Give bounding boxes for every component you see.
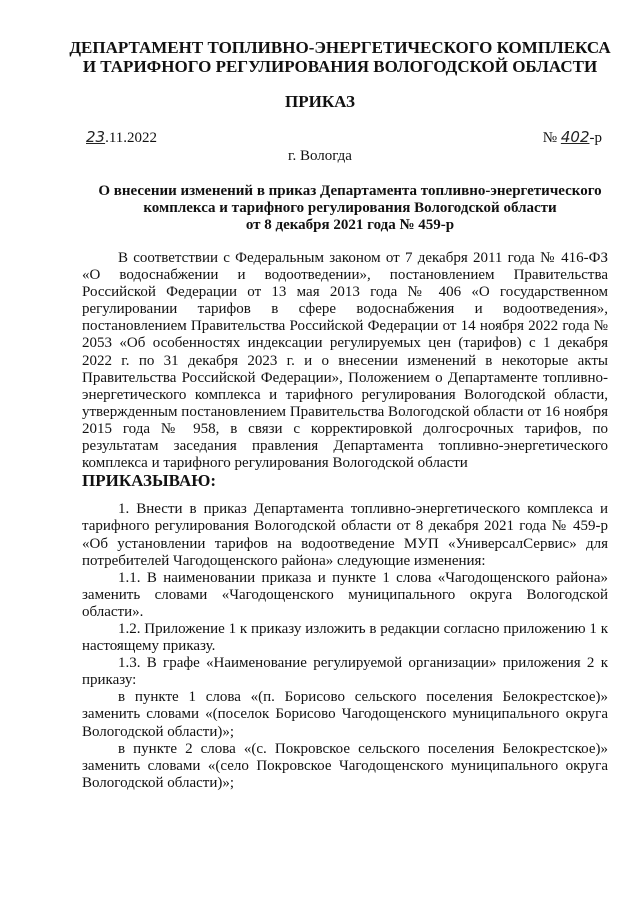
subject-line-3: от 8 декабря 2021 года № 459-р (245, 217, 455, 233)
item-1: 1. Внести в приказ Департамента топливно-энергетического комплекса и тарифного регулирования Вологодской области от 8 декабря 2021 года № 459-р «Об установлении тарифов на водоотведение МУП «УниверсалСервис» для потребителей Чагодощенского района» следующие изменения: (82, 501, 608, 569)
item-1-1: 1.1. В наименовании приказа и пункте 1 слова «Чагодощенского района» заменить словами «Чагодощенского муниципального округа Вологодской области». (82, 569, 608, 620)
number-suffix: -р (589, 130, 602, 146)
preamble-paragraph: В соответствии с Федеральным законом от 7 декабря 2011 года № 416-ФЗ «О водоснабжении и водоотведении», постановлением Правительства Российской Федерации от 13 мая 2013 года № 406 «О государственном регулировании тарифов в сфере водоснабжения и водоотведения», постановлением Правительства Российской Федерации от 14 ноября 2022 года № 2053 «Об особенностях индексации регулируемых цен (тарифов) с 1 декабря 2022 г. по 31 декабря 2023 г. и о внесении изменений в некоторые акты Правительства Российской Федерации», Положением о Департаменте топливно-энергетического комплекса и тарифного регулирования Вологодской области, утвержденным постановлением Правительства Вологодской области от 16 ноября 2015 года № 958, в связи с корректировкой долгосрочных тарифов, по результатам заседания правления Департамента топливно-энергетического комплекса и тарифного регулирования Вологодской области (82, 250, 608, 472)
item-1-2: 1.2. Приложение 1 к приказу изложить в редакции согласно приложению 1 к настоящему приказу. (82, 620, 608, 655)
order-date (86, 128, 157, 147)
date-day-handwritten: 23 (86, 128, 106, 146)
item-1-3-b: в пункте 2 слова «(с. Покровское сельского поселения Белокрестское)» заменить словами «(село Покровское Чагодощенского муниципального округа Вологодской области)»; (82, 740, 608, 791)
date-month-year: .11.2022 (105, 130, 158, 146)
department-line-1: ДЕПАРТАМЕНТ ТОПЛИВНО-ЭНЕРГЕТИЧЕСКОГО КОМПЛЕКСА (69, 38, 611, 57)
item-1-3-a: в пункте 1 слова «(п. Борисово сельского поселения Белокрестское)» заменить словами «(поселок Борисово Чагодощенского муниципального округа Вологодской области)»; (82, 689, 608, 740)
department-name (60, 38, 620, 76)
order-word: ПРИКАЗЫВАЮ: (82, 471, 217, 491)
subject-line-1: О внесении изменений в приказ Департамента топливно-энергетического (98, 183, 602, 199)
number-handwritten: 402 (560, 128, 590, 146)
order-body (82, 250, 608, 792)
subject-line-2: комплекса и тарифного регулирования Вологодской области (143, 200, 557, 216)
order-number (543, 128, 602, 147)
document-type: ПРИКАЗ (285, 92, 355, 111)
number-sign: № (542, 130, 558, 146)
department-line-2: И ТАРИФНОГО РЕГУЛИРОВАНИЯ ВОЛОГОДСКОЙ ОБЛАСТИ (82, 57, 598, 76)
city: г. Вологда (288, 148, 352, 164)
item-1-3: 1.3. В графе «Наименование регулируемой организации» приложения 2 к приказу: (82, 655, 608, 689)
order-subject (90, 183, 610, 234)
